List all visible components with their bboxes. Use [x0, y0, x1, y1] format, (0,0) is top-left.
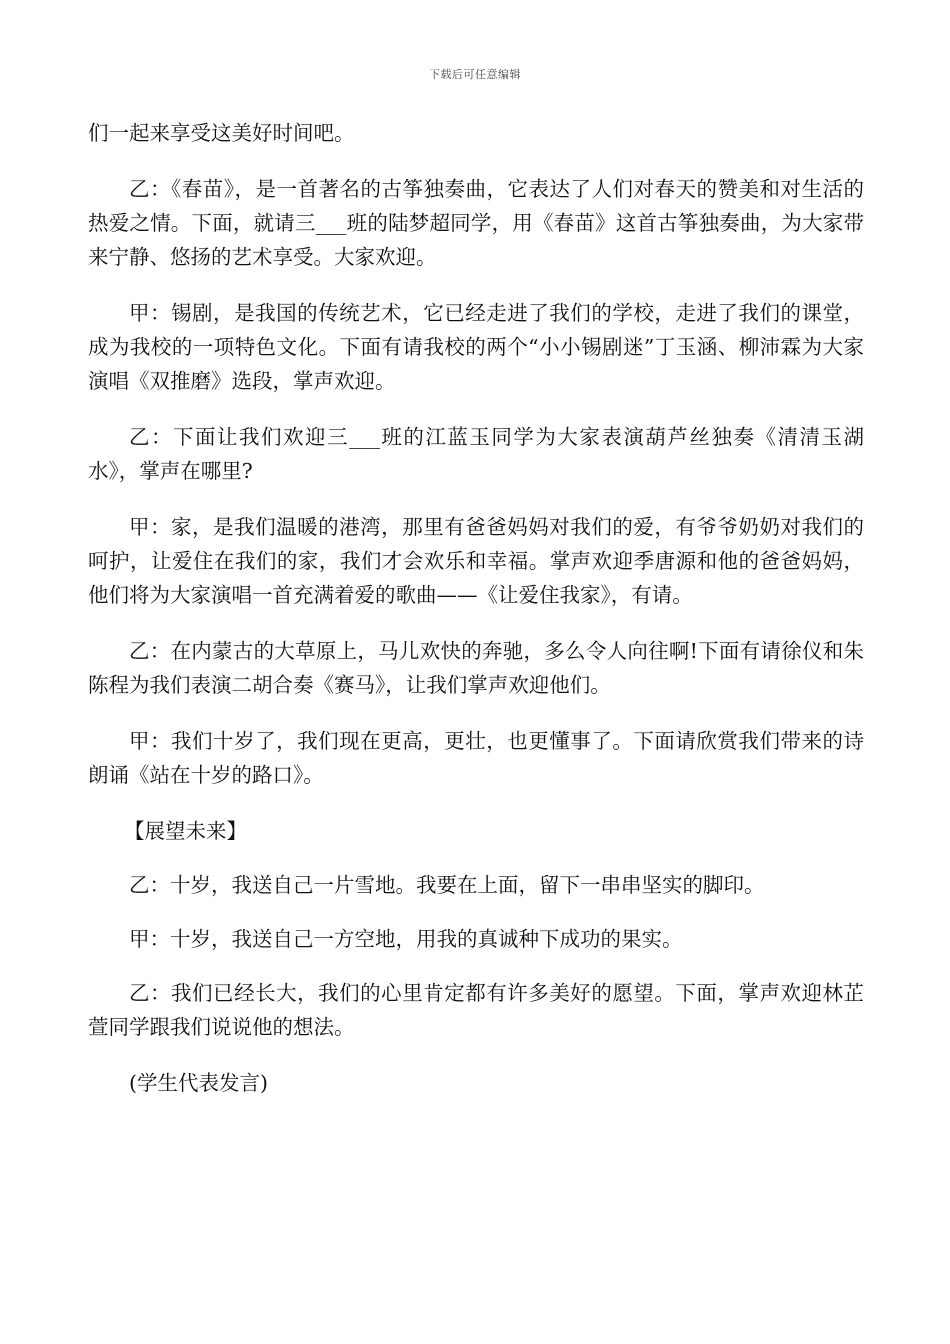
paragraph-spring-sprout: 乙：《春苗》，是一首著名的古筝独奏曲，它表达了人们对春天的赞美和对生活的热爱之情。下面，就请三___班的陆梦超同学，用《春苗》这首古筝独奏曲，为大家带来宁静、悠扬的艺术享受。大家欢迎。: [88, 177, 864, 269]
document-body: [88, 116, 864, 1100]
paragraph-xi-opera: 甲：锡剧，是我国的传统艺术，它已经走进了我们的学校，走进了我们的课堂，成为我校的一项特色文化。下面有请我校的两个“小小锡剧迷”丁玉涵、柳沛霖为大家演唱《双推磨》选段，掌声欢迎。: [88, 301, 864, 393]
paragraph-continuation: 们一起来享受这美好时间吧。: [88, 121, 355, 145]
paragraph-student-speech: (学生代表发言): [129, 1071, 268, 1095]
paragraph-erhu-duet: 乙：在内蒙古的大草原上，马儿欢快的奔驰，多么令人向往啊!下面有请徐仪和朱陈程为我们表演二胡合奏《赛马》，让我们掌声欢迎他们。: [88, 639, 864, 697]
page-header-note: 下载后可任意编辑: [429, 68, 521, 81]
paragraph-wishes: 乙：我们已经长大，我们的心里肯定都有许多美好的愿望。下面，掌声欢迎林芷萱同学跟我们说说他的想法。: [88, 981, 864, 1039]
paragraph-hulusi-solo: 乙：下面让我们欢迎三___班的江蓝玉同学为大家表演葫芦丝独奏《清清玉湖水》，掌声在哪里?: [88, 425, 864, 483]
paragraph-snowfield: 乙：十岁，我送自己一片雪地。我要在上面，留下一串串坚实的脚印。: [129, 873, 765, 897]
section-heading-future: 【展望未来】: [124, 819, 247, 843]
paragraph-poem-recital: 甲：我们十岁了，我们现在更高，更壮，也更懂事了。下面请欣赏我们带来的诗朗诵《站在十岁的路口》。: [88, 729, 864, 787]
paragraph-open-field: 甲：十岁，我送自己一方空地，用我的真诚种下成功的果实。: [129, 927, 683, 951]
paragraph-family-song: 甲：家，是我们温暖的港湾，那里有爸爸妈妈对我们的爱，有爷爷奶奶对我们的呵护，让爱住在我们的家，我们才会欢乐和幸福。掌声欢迎季唐源和他的爸爸妈妈，他们将为大家演唱一首充满着爱的歌曲——《让爱住我家》，有请。: [88, 515, 864, 607]
